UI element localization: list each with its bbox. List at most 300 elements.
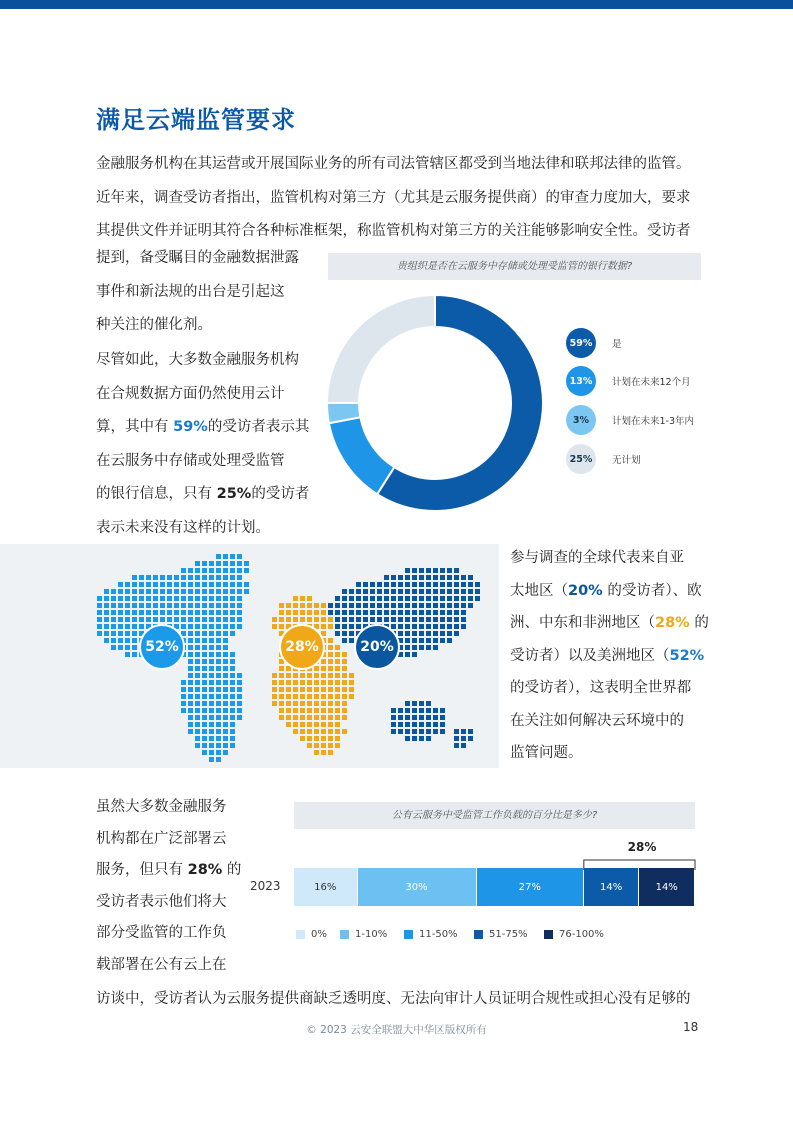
map-dot xyxy=(209,617,214,622)
highlight-20: 20% xyxy=(568,582,603,599)
map-dot xyxy=(314,750,319,755)
map-dot xyxy=(307,701,312,706)
map-dot xyxy=(370,610,375,615)
map-dot xyxy=(209,736,214,741)
map-dot xyxy=(223,582,228,587)
map-dot xyxy=(342,694,347,699)
map-dot xyxy=(237,694,242,699)
map-dot xyxy=(377,603,382,608)
map-dot xyxy=(335,701,340,706)
map-dot xyxy=(433,708,438,713)
map-dot xyxy=(398,596,403,601)
map-dot xyxy=(104,589,109,594)
map-dot xyxy=(230,554,235,559)
map-dot xyxy=(342,673,347,678)
map-dot xyxy=(202,750,207,755)
map-dot xyxy=(279,715,284,720)
map-dot xyxy=(405,722,410,727)
map-dot xyxy=(468,596,473,601)
map-dot xyxy=(237,582,242,587)
map-dot xyxy=(181,589,186,594)
map-dot xyxy=(286,680,291,685)
map-dot xyxy=(412,736,417,741)
map-dot xyxy=(167,596,172,601)
map-dot xyxy=(223,701,228,706)
map-dot xyxy=(146,589,151,594)
map-dot xyxy=(132,652,137,657)
map-dot xyxy=(461,736,466,741)
map-dot xyxy=(230,589,235,594)
map-dot xyxy=(209,750,214,755)
map-dot xyxy=(223,638,228,643)
map-dot xyxy=(146,617,151,622)
map-dot xyxy=(160,603,165,608)
map-dot xyxy=(461,743,466,748)
left-paragraph-2 xyxy=(96,344,311,545)
map-dot xyxy=(328,687,333,692)
text-line: 表示未来没有这样的计划。 xyxy=(96,519,270,536)
map-dot xyxy=(307,729,312,734)
bar-segment-11-50pct: 27% xyxy=(477,868,583,906)
map-dot xyxy=(195,603,200,608)
map-dot xyxy=(237,624,242,629)
map-dot xyxy=(125,617,130,622)
map-dot xyxy=(223,666,228,671)
map-dot xyxy=(307,736,312,741)
map-dot xyxy=(139,624,144,629)
map-dot xyxy=(244,589,249,594)
map-dot xyxy=(391,617,396,622)
map-dot xyxy=(195,568,200,573)
map-dot xyxy=(125,645,130,650)
map-dot xyxy=(97,603,102,608)
map-dot xyxy=(216,750,221,755)
map-dot xyxy=(230,694,235,699)
page-number: 18 xyxy=(683,1020,699,1034)
map-dot xyxy=(475,582,480,587)
map-dot xyxy=(391,603,396,608)
top-accent-bar xyxy=(0,0,793,9)
map-dot xyxy=(279,680,284,685)
map-dot xyxy=(377,582,382,587)
map-dot xyxy=(412,575,417,580)
map-dot xyxy=(209,757,214,762)
map-dot xyxy=(440,596,445,601)
map-dot xyxy=(216,736,221,741)
map-dot xyxy=(356,582,361,587)
map-dot xyxy=(104,596,109,601)
map-dot xyxy=(146,603,151,608)
map-dot xyxy=(440,729,445,734)
map-dot xyxy=(307,596,312,601)
map-dot xyxy=(342,631,347,636)
map-dot xyxy=(132,575,137,580)
map-dot xyxy=(272,680,277,685)
map-dot xyxy=(433,729,438,734)
map-dot xyxy=(216,666,221,671)
map-dot xyxy=(405,645,410,650)
map-dot xyxy=(230,624,235,629)
map-dot xyxy=(440,631,445,636)
map-dot xyxy=(237,596,242,601)
map-dot xyxy=(335,617,340,622)
map-dot xyxy=(433,722,438,727)
map-dot xyxy=(202,708,207,713)
map-dot xyxy=(202,638,207,643)
map-dot xyxy=(167,610,172,615)
map-dot xyxy=(398,715,403,720)
map-dot xyxy=(363,617,368,622)
map-dot xyxy=(286,617,291,622)
map-dot xyxy=(384,603,389,608)
highlight-25: 25% xyxy=(216,486,252,502)
map-dot xyxy=(363,603,368,608)
map-dot xyxy=(111,589,116,594)
map-dot xyxy=(223,743,228,748)
map-dot xyxy=(405,589,410,594)
map-dot xyxy=(223,589,228,594)
text-line: 机构都在广泛部署云 xyxy=(96,830,227,847)
map-dot xyxy=(188,638,193,643)
map-dot xyxy=(118,582,123,587)
text-line xyxy=(96,478,311,512)
map-dot xyxy=(293,729,298,734)
map-dot xyxy=(118,603,123,608)
map-dot xyxy=(132,631,137,636)
bottom-line: 访谈中，受访者认为云服务提供商缺乏透明度、无法向审计人员证明合规性或担心没有足够的 xyxy=(96,991,691,1007)
map-dot xyxy=(300,722,305,727)
legend-swatch xyxy=(544,930,553,939)
map-dot xyxy=(188,568,193,573)
bar-legend-item xyxy=(544,929,604,940)
map-dot xyxy=(209,631,214,636)
map-dot xyxy=(230,610,235,615)
map-dot xyxy=(398,729,403,734)
map-dot xyxy=(468,736,473,741)
map-dot xyxy=(209,701,214,706)
map-dot xyxy=(209,603,214,608)
map-dot xyxy=(391,708,396,713)
map-dot xyxy=(342,715,347,720)
map-dot xyxy=(272,624,277,629)
map-dot xyxy=(328,659,333,664)
map-dot xyxy=(349,617,354,622)
map-dot xyxy=(391,596,396,601)
map-dot xyxy=(447,638,452,643)
highlight-28-public: 28% xyxy=(187,862,223,878)
map-dot xyxy=(349,680,354,685)
map-dot xyxy=(447,631,452,636)
map-dot xyxy=(111,610,116,615)
text-line xyxy=(510,640,710,673)
donut-segments xyxy=(327,295,543,511)
map-dot xyxy=(377,617,382,622)
map-dot xyxy=(223,561,228,566)
map-dot xyxy=(426,645,431,650)
map-dot xyxy=(230,666,235,671)
map-dot xyxy=(349,603,354,608)
text-span: 洲、中东和非洲地区（ xyxy=(510,615,655,631)
map-dot xyxy=(461,603,466,608)
map-dot xyxy=(104,638,109,643)
map-dot xyxy=(426,715,431,720)
map-dot xyxy=(440,624,445,629)
map-dot xyxy=(202,624,207,629)
map-dot xyxy=(181,687,186,692)
map-dot xyxy=(216,568,221,573)
map-dot xyxy=(216,673,221,678)
americas-bubble: 52% xyxy=(139,624,185,670)
map-dot xyxy=(321,701,326,706)
map-dot xyxy=(300,603,305,608)
map-dot xyxy=(300,701,305,706)
map-dot xyxy=(223,610,228,615)
map-dot xyxy=(328,610,333,615)
map-dot xyxy=(195,708,200,713)
map-dot xyxy=(195,652,200,657)
map-dot xyxy=(244,582,249,587)
map-dot xyxy=(356,589,361,594)
map-dot xyxy=(307,673,312,678)
map-dot xyxy=(314,687,319,692)
map-dot xyxy=(405,652,410,657)
map-dot xyxy=(167,603,172,608)
map-dot xyxy=(223,715,228,720)
map-dot xyxy=(111,603,116,608)
map-dot xyxy=(321,666,326,671)
legend-swatch: 25% xyxy=(566,444,596,474)
map-dot xyxy=(433,596,438,601)
map-dot xyxy=(307,715,312,720)
map-dot xyxy=(440,568,445,573)
map-dot xyxy=(202,589,207,594)
map-dot xyxy=(202,701,207,706)
map-dot xyxy=(209,624,214,629)
text-line: 虽然大多数金融服务 xyxy=(96,799,227,815)
map-dot xyxy=(195,722,200,727)
map-dot xyxy=(321,610,326,615)
left-paragraph-1 xyxy=(96,242,311,343)
map-dot xyxy=(279,603,284,608)
map-dot xyxy=(391,610,396,615)
map-dot xyxy=(321,659,326,664)
world-map xyxy=(0,544,499,768)
map-dot xyxy=(447,589,452,594)
map-dot xyxy=(160,596,165,601)
map-dot xyxy=(125,603,130,608)
map-dot xyxy=(216,757,221,762)
map-dot xyxy=(419,617,424,622)
map-dot xyxy=(293,680,298,685)
text-line: 提到，备受瞩目的金融数据泄露 xyxy=(96,250,299,266)
map-dot xyxy=(125,596,130,601)
map-dot xyxy=(202,652,207,657)
text-line: 部分受监管的工作负 xyxy=(96,925,227,941)
map-dot xyxy=(342,596,347,601)
map-dot xyxy=(237,568,242,573)
map-dot xyxy=(293,708,298,713)
map-dot xyxy=(202,603,207,608)
map-dot xyxy=(419,624,424,629)
text-line: 在云服务中存储或处理受监管 xyxy=(96,452,285,469)
map-dot xyxy=(335,687,340,692)
map-dot xyxy=(125,631,130,636)
map-dot xyxy=(118,645,123,650)
map-dot xyxy=(230,617,235,622)
legend-label: 计划在未来12个月 xyxy=(612,377,691,388)
map-dot xyxy=(321,736,326,741)
map-dot xyxy=(279,624,284,629)
map-dot xyxy=(342,610,347,615)
map-dot xyxy=(244,568,249,573)
map-dot xyxy=(426,575,431,580)
map-dot xyxy=(426,729,431,734)
map-dot xyxy=(391,624,396,629)
donut-legend xyxy=(566,328,706,488)
map-dot xyxy=(321,750,326,755)
map-dot xyxy=(335,673,340,678)
map-dot xyxy=(335,694,340,699)
map-dot xyxy=(454,617,459,622)
map-dot xyxy=(104,603,109,608)
map-dot xyxy=(461,582,466,587)
map-dot xyxy=(328,624,333,629)
map-dot xyxy=(314,708,319,713)
map-dot xyxy=(363,582,368,587)
map-dot xyxy=(188,575,193,580)
map-dot xyxy=(223,694,228,699)
intro-line: 金融服务机构在其运营或开展国际业务的所有司法管辖区都受到当地法律和联邦法律的监管。 xyxy=(96,156,691,172)
map-dot xyxy=(349,631,354,636)
map-dot xyxy=(426,631,431,636)
bar-legend-item xyxy=(340,929,387,940)
map-dot xyxy=(188,582,193,587)
map-dot xyxy=(209,687,214,692)
map-dot xyxy=(349,624,354,629)
map-dot xyxy=(223,687,228,692)
map-dot xyxy=(188,715,193,720)
map-dot xyxy=(447,568,452,573)
map-dot xyxy=(132,624,137,629)
map-dot xyxy=(174,603,179,608)
map-dot xyxy=(216,729,221,734)
map-dot xyxy=(118,610,123,615)
map-dot xyxy=(279,687,284,692)
map-dot xyxy=(314,722,319,727)
map-dot xyxy=(454,610,459,615)
map-dot xyxy=(405,617,410,622)
map-dot xyxy=(426,603,431,608)
bar-chart-title: 公有云服务中受监管工作负载的百分比是多少? xyxy=(294,802,695,829)
map-dot xyxy=(342,652,347,657)
map-dot xyxy=(174,617,179,622)
map-dot xyxy=(447,624,452,629)
map-dot xyxy=(314,666,319,671)
map-dot xyxy=(384,575,389,580)
legend-label: 是 xyxy=(612,339,622,350)
map-dot xyxy=(286,673,291,678)
map-dot xyxy=(412,582,417,587)
map-dot xyxy=(181,582,186,587)
map-dot xyxy=(181,596,186,601)
map-dot xyxy=(419,568,424,573)
map-dot xyxy=(146,610,151,615)
map-dot xyxy=(335,596,340,601)
emea-bubble: 28% xyxy=(279,624,325,670)
map-dot xyxy=(195,645,200,650)
map-dot xyxy=(209,582,214,587)
bar-legend-item xyxy=(296,929,327,940)
map-dot xyxy=(223,603,228,608)
map-dot xyxy=(405,624,410,629)
map-dot xyxy=(293,617,298,622)
map-dot xyxy=(335,743,340,748)
text-span: 太地区（ xyxy=(510,582,568,599)
map-dot xyxy=(118,638,123,643)
map-dot xyxy=(125,638,130,643)
map-dot xyxy=(132,589,137,594)
legend-swatch: 13% xyxy=(566,366,596,396)
map-dot xyxy=(216,652,221,657)
map-dot xyxy=(398,603,403,608)
map-dot xyxy=(419,715,424,720)
map-dot xyxy=(216,743,221,748)
map-dot xyxy=(223,575,228,580)
map-dot xyxy=(419,589,424,594)
legend-label: 1-10% xyxy=(355,929,388,940)
map-dot xyxy=(139,589,144,594)
map-dot xyxy=(146,582,151,587)
map-dot xyxy=(216,561,221,566)
map-dot xyxy=(237,610,242,615)
map-dot xyxy=(223,568,228,573)
map-dot xyxy=(468,582,473,587)
map-dot xyxy=(209,694,214,699)
legend-label: 51-75% xyxy=(489,929,528,940)
map-dot xyxy=(139,596,144,601)
map-dot xyxy=(419,575,424,580)
map-dot xyxy=(398,575,403,580)
map-dot xyxy=(342,624,347,629)
map-dot xyxy=(328,617,333,622)
map-dot xyxy=(202,673,207,678)
legend-swatch xyxy=(474,930,483,939)
map-dot xyxy=(188,708,193,713)
map-dot xyxy=(440,715,445,720)
map-dot xyxy=(328,736,333,741)
map-dot xyxy=(391,722,396,727)
map-dot xyxy=(398,617,403,622)
map-dot xyxy=(349,638,354,643)
map-dot xyxy=(230,701,235,706)
donut-segment-12-months xyxy=(329,417,394,494)
map-dot xyxy=(398,722,403,727)
intro-line: 近年来，调查受访者指出，监管机构对第三方（尤其是云服务提供商）的审查力度加大，要求 xyxy=(96,189,691,206)
map-dot xyxy=(419,708,424,713)
map-dot xyxy=(286,603,291,608)
map-dot xyxy=(321,673,326,678)
map-dot xyxy=(398,610,403,615)
map-dot xyxy=(314,603,319,608)
map-dot xyxy=(188,631,193,636)
map-dot xyxy=(286,694,291,699)
map-dot xyxy=(440,638,445,643)
map-dot xyxy=(356,610,361,615)
map-dot xyxy=(181,617,186,622)
world-map-panel xyxy=(0,544,499,768)
legend-swatch: 3% xyxy=(566,405,596,435)
map-dot xyxy=(440,603,445,608)
